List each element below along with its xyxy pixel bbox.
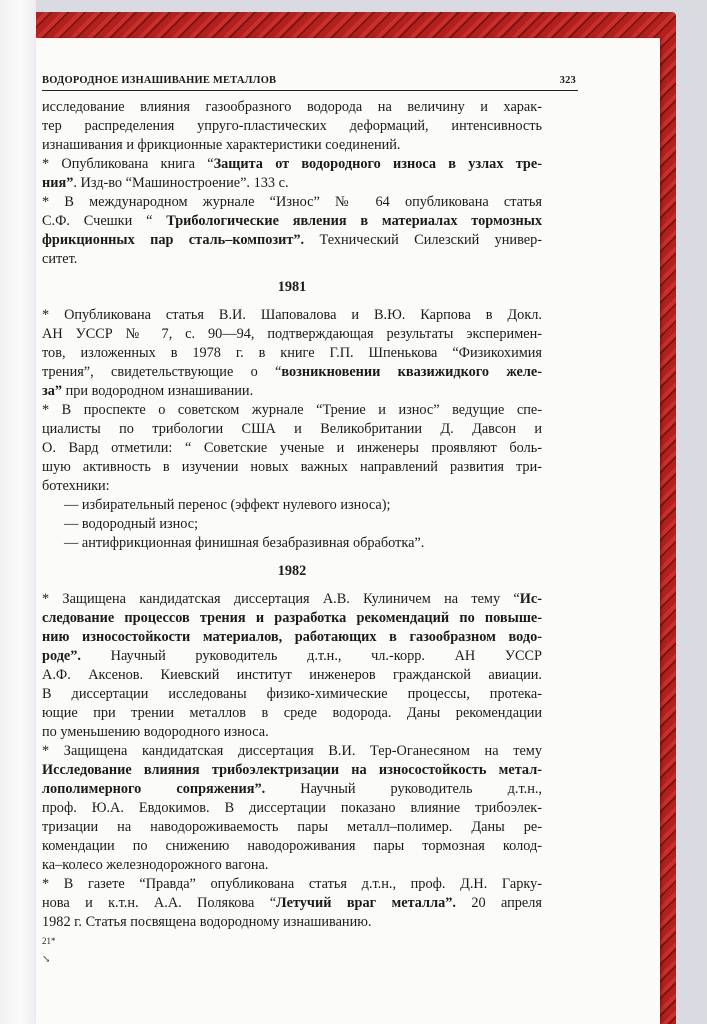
text-line	[42, 382, 542, 401]
bold-title-fragment: лополимерного сопряжения”.	[42, 781, 266, 797]
text-line	[42, 894, 542, 913]
text-line: — водородный износ;	[64, 516, 199, 532]
text-line: проф. Ю.А. Евдокимов. В диссертации показано влияние трибоэлек-	[42, 800, 542, 816]
running-head	[42, 74, 578, 91]
text-fragment: нова и к.т.н. А.А. Полякова “	[42, 895, 277, 911]
text-line: В диссертации исследованы физико-химические процессы, протека-	[42, 686, 542, 702]
text-line: О. Вард отметили: “ Советские ученые и инженеры проявляют боль-	[42, 440, 542, 456]
page-body-text	[42, 98, 542, 932]
text-fragment: С.Ф. Счешки “	[42, 213, 167, 229]
text-fragment: трения”, свидетельствующие о “	[42, 364, 282, 380]
text-line	[42, 647, 542, 666]
signature-mark: 21*	[42, 936, 56, 946]
text-line: * В газете “Правда” опубликована статья д.т.н., проф. Д.Н. Гарку-	[42, 876, 542, 892]
text-fragment: . Изд-во “Машиностроение”. 133 с.	[73, 175, 289, 191]
text-fragment: Научный руководитель д.т.н.,	[265, 781, 542, 797]
bold-title-fragment: Исследование влияния трибоэлектризации на износостойкость метал-	[42, 762, 542, 778]
text-fragment: Технический Силезский универ-	[304, 232, 542, 248]
bold-title-fragment: нию износостойкости материалов, работающих в газообразном водо-	[42, 629, 542, 645]
corner-mark: ↘	[42, 954, 51, 965]
bold-title-fragment: Ис-	[519, 591, 542, 607]
text-line	[42, 231, 542, 250]
text-line	[42, 363, 542, 382]
text-line: исследование влияния газообразного водорода на величину и харак-	[42, 99, 542, 115]
text-line: комендации по снижению наводороживания пары тормозная колод-	[42, 838, 542, 854]
text-line: по уменьшению водородного износа.	[42, 724, 269, 740]
bold-title-fragment: Защита от водородного износа в узлах тре-	[213, 156, 542, 172]
bold-title-fragment: ния”	[42, 175, 74, 191]
text-line	[42, 609, 542, 628]
text-line: ситет.	[42, 251, 78, 267]
text-line	[42, 780, 542, 799]
text-line	[42, 761, 542, 780]
running-head-title: ВОДОРОДНОЕ ИЗНАШИВАНИЕ МЕТАЛЛОВ	[42, 75, 277, 86]
bold-title-fragment: фрикционных пар сталь–композит”.	[42, 232, 305, 248]
text-line: тризации на наводороживаемость пары металл–полимер. Даны ре-	[42, 819, 542, 835]
text-line: * Защищена кандидатская диссертация В.И. Тер-Оганесяном на тему	[42, 743, 542, 759]
page-number: 323	[559, 75, 576, 86]
bold-title-fragment: Трибологические явления в материалах тормозных	[166, 213, 542, 229]
bold-title-fragment: роде”.	[42, 648, 81, 664]
text-line	[42, 212, 542, 231]
text-fragment: 20 апреля	[455, 895, 542, 911]
text-line: тер распределения упруго-пластических деформаций, интенсивность	[42, 118, 542, 134]
text-line	[42, 155, 542, 174]
text-line: — избирательный перенос (эффект нулевого износа);	[64, 497, 391, 513]
bold-title-fragment: Летучий враг металла”.	[276, 895, 456, 911]
text-line: тов, изложенных в 1978 г. в книге Г.П. Шпенькова “Физикохимия	[42, 345, 542, 361]
text-fragment: при водородном изнашивании.	[62, 383, 254, 399]
facing-page-edge	[0, 0, 36, 1024]
text-line	[42, 174, 542, 193]
year-heading: 1982	[277, 563, 307, 579]
bold-title-fragment: следование процессов трения и разработка рекомендаций по повыше-	[42, 610, 542, 626]
text-line: ющие при трении металлов в среде водорода. Даны рекомендации	[42, 705, 542, 721]
bold-title-fragment: за”	[42, 383, 63, 399]
text-line: шую активность в изучении новых важных направлений развития три-	[42, 459, 542, 475]
text-line: * В проспекте о советском журнале “Трение и износ” ведущие спе-	[42, 402, 542, 418]
text-line	[42, 590, 542, 609]
bold-title-fragment: возникновении квазижидкого желе-	[281, 364, 542, 380]
text-line: АН УССР № 7, с. 90—94, подтверждающая результаты эксперимен-	[42, 326, 542, 342]
text-line: ка–колесо железнодорожного вагона.	[42, 857, 269, 873]
text-line: * Опубликована статья В.И. Шаповалова и В.Ю. Карпова в Докл.	[42, 307, 542, 323]
text-line: циалисты по трибологии США и Великобритании Д. Давсон и	[42, 421, 542, 437]
text-fragment: * Защищена кандидатская диссертация А.В. Кулиничем на тему “	[42, 591, 520, 607]
text-line: изнашивания и фрикционные характеристики соединений.	[42, 137, 401, 153]
text-fragment: * Опубликована книга “	[42, 156, 214, 172]
text-line: ботехники:	[42, 478, 110, 494]
text-line: 1982 г. Статья посвящена водородному изнашиванию.	[42, 914, 372, 930]
text-line: — антифрикционная финишная безабразивная обработка”.	[64, 535, 425, 551]
text-fragment: Научный руководитель д.т.н., чл.-корр. АН УССР	[81, 648, 542, 664]
year-heading: 1981	[277, 279, 307, 295]
text-line	[42, 628, 542, 647]
text-line: А.Ф. Аксенов. Киевский институт инженеров гражданской авиации.	[42, 667, 542, 683]
text-line: * В международном журнале “Износ” № 64 опубликована статья	[42, 194, 542, 210]
